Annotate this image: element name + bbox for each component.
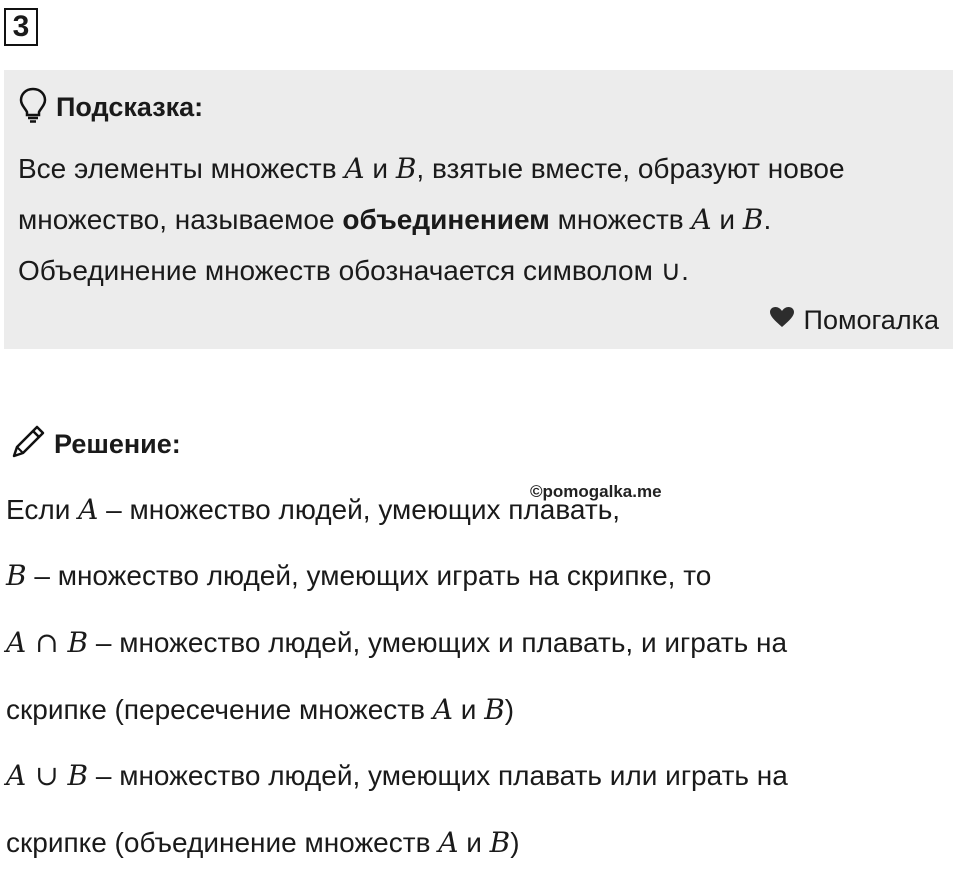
conj-and: и bbox=[364, 153, 396, 184]
line-text: – множество людей, умеющих играть на скрипке, то bbox=[26, 560, 712, 591]
var-a: A bbox=[691, 203, 712, 236]
var-b: B bbox=[6, 559, 27, 592]
solution-line-4 bbox=[6, 693, 514, 726]
lightbulb-icon bbox=[18, 86, 48, 129]
conj-and: и bbox=[453, 694, 485, 725]
hint-header bbox=[18, 86, 203, 129]
close-paren: ) bbox=[510, 827, 520, 858]
line-text: – множество людей, умеющих плавать или играть на bbox=[88, 760, 788, 791]
var-a: A bbox=[78, 493, 99, 526]
hint-part-1: Все элементы множеств bbox=[18, 153, 345, 184]
close-paren: ) bbox=[504, 694, 515, 725]
line-text: скрипке (объединение множеств bbox=[6, 827, 439, 858]
var-b: B bbox=[489, 826, 511, 859]
bold-term: объединением bbox=[342, 204, 550, 235]
solution-title: Решение: bbox=[54, 429, 181, 459]
watermark: ©pomogalka.me bbox=[530, 482, 662, 501]
line-text: скрипке (пересечение множеств bbox=[6, 694, 433, 725]
solution-line-3 bbox=[6, 626, 787, 659]
var-a: A bbox=[344, 152, 365, 185]
line-text: – множество людей, умеющих и плавать, и играть на bbox=[88, 627, 788, 658]
solution-line-5 bbox=[6, 759, 788, 792]
hint-title: Подсказка: bbox=[56, 92, 204, 122]
hint-part-2: , взятые вместе, образуют новое множество, называемое bbox=[18, 153, 845, 235]
var-b: B bbox=[395, 152, 417, 185]
hint-part-3: множеств bbox=[549, 204, 692, 235]
line-text: Если bbox=[6, 494, 79, 525]
solution-line-1 bbox=[6, 493, 620, 526]
conj-and: и bbox=[711, 204, 743, 235]
line-text: – множество людей, умеющих плавать, bbox=[98, 494, 621, 525]
var-b: B bbox=[484, 693, 505, 726]
heart-icon bbox=[768, 305, 796, 336]
solution-line-2 bbox=[6, 559, 711, 592]
var-a: A bbox=[438, 826, 459, 859]
var-a: A bbox=[432, 693, 453, 726]
union-expr: A ∪ B bbox=[6, 759, 89, 792]
pencil-icon bbox=[8, 422, 48, 467]
hint-part-4: . Объединение множеств обозначается символом ∪. bbox=[18, 204, 772, 286]
conj-and: и bbox=[458, 827, 490, 858]
intersection-expr: A ∩ B bbox=[6, 626, 89, 659]
solution-line-6 bbox=[6, 826, 520, 859]
hint-box bbox=[4, 70, 953, 349]
var-b: B bbox=[742, 203, 764, 236]
task-number: 3 bbox=[4, 8, 38, 46]
credit bbox=[768, 305, 939, 336]
hint-text bbox=[18, 143, 943, 296]
solution-header bbox=[8, 422, 181, 467]
credit-text: Помогалка bbox=[803, 305, 939, 335]
